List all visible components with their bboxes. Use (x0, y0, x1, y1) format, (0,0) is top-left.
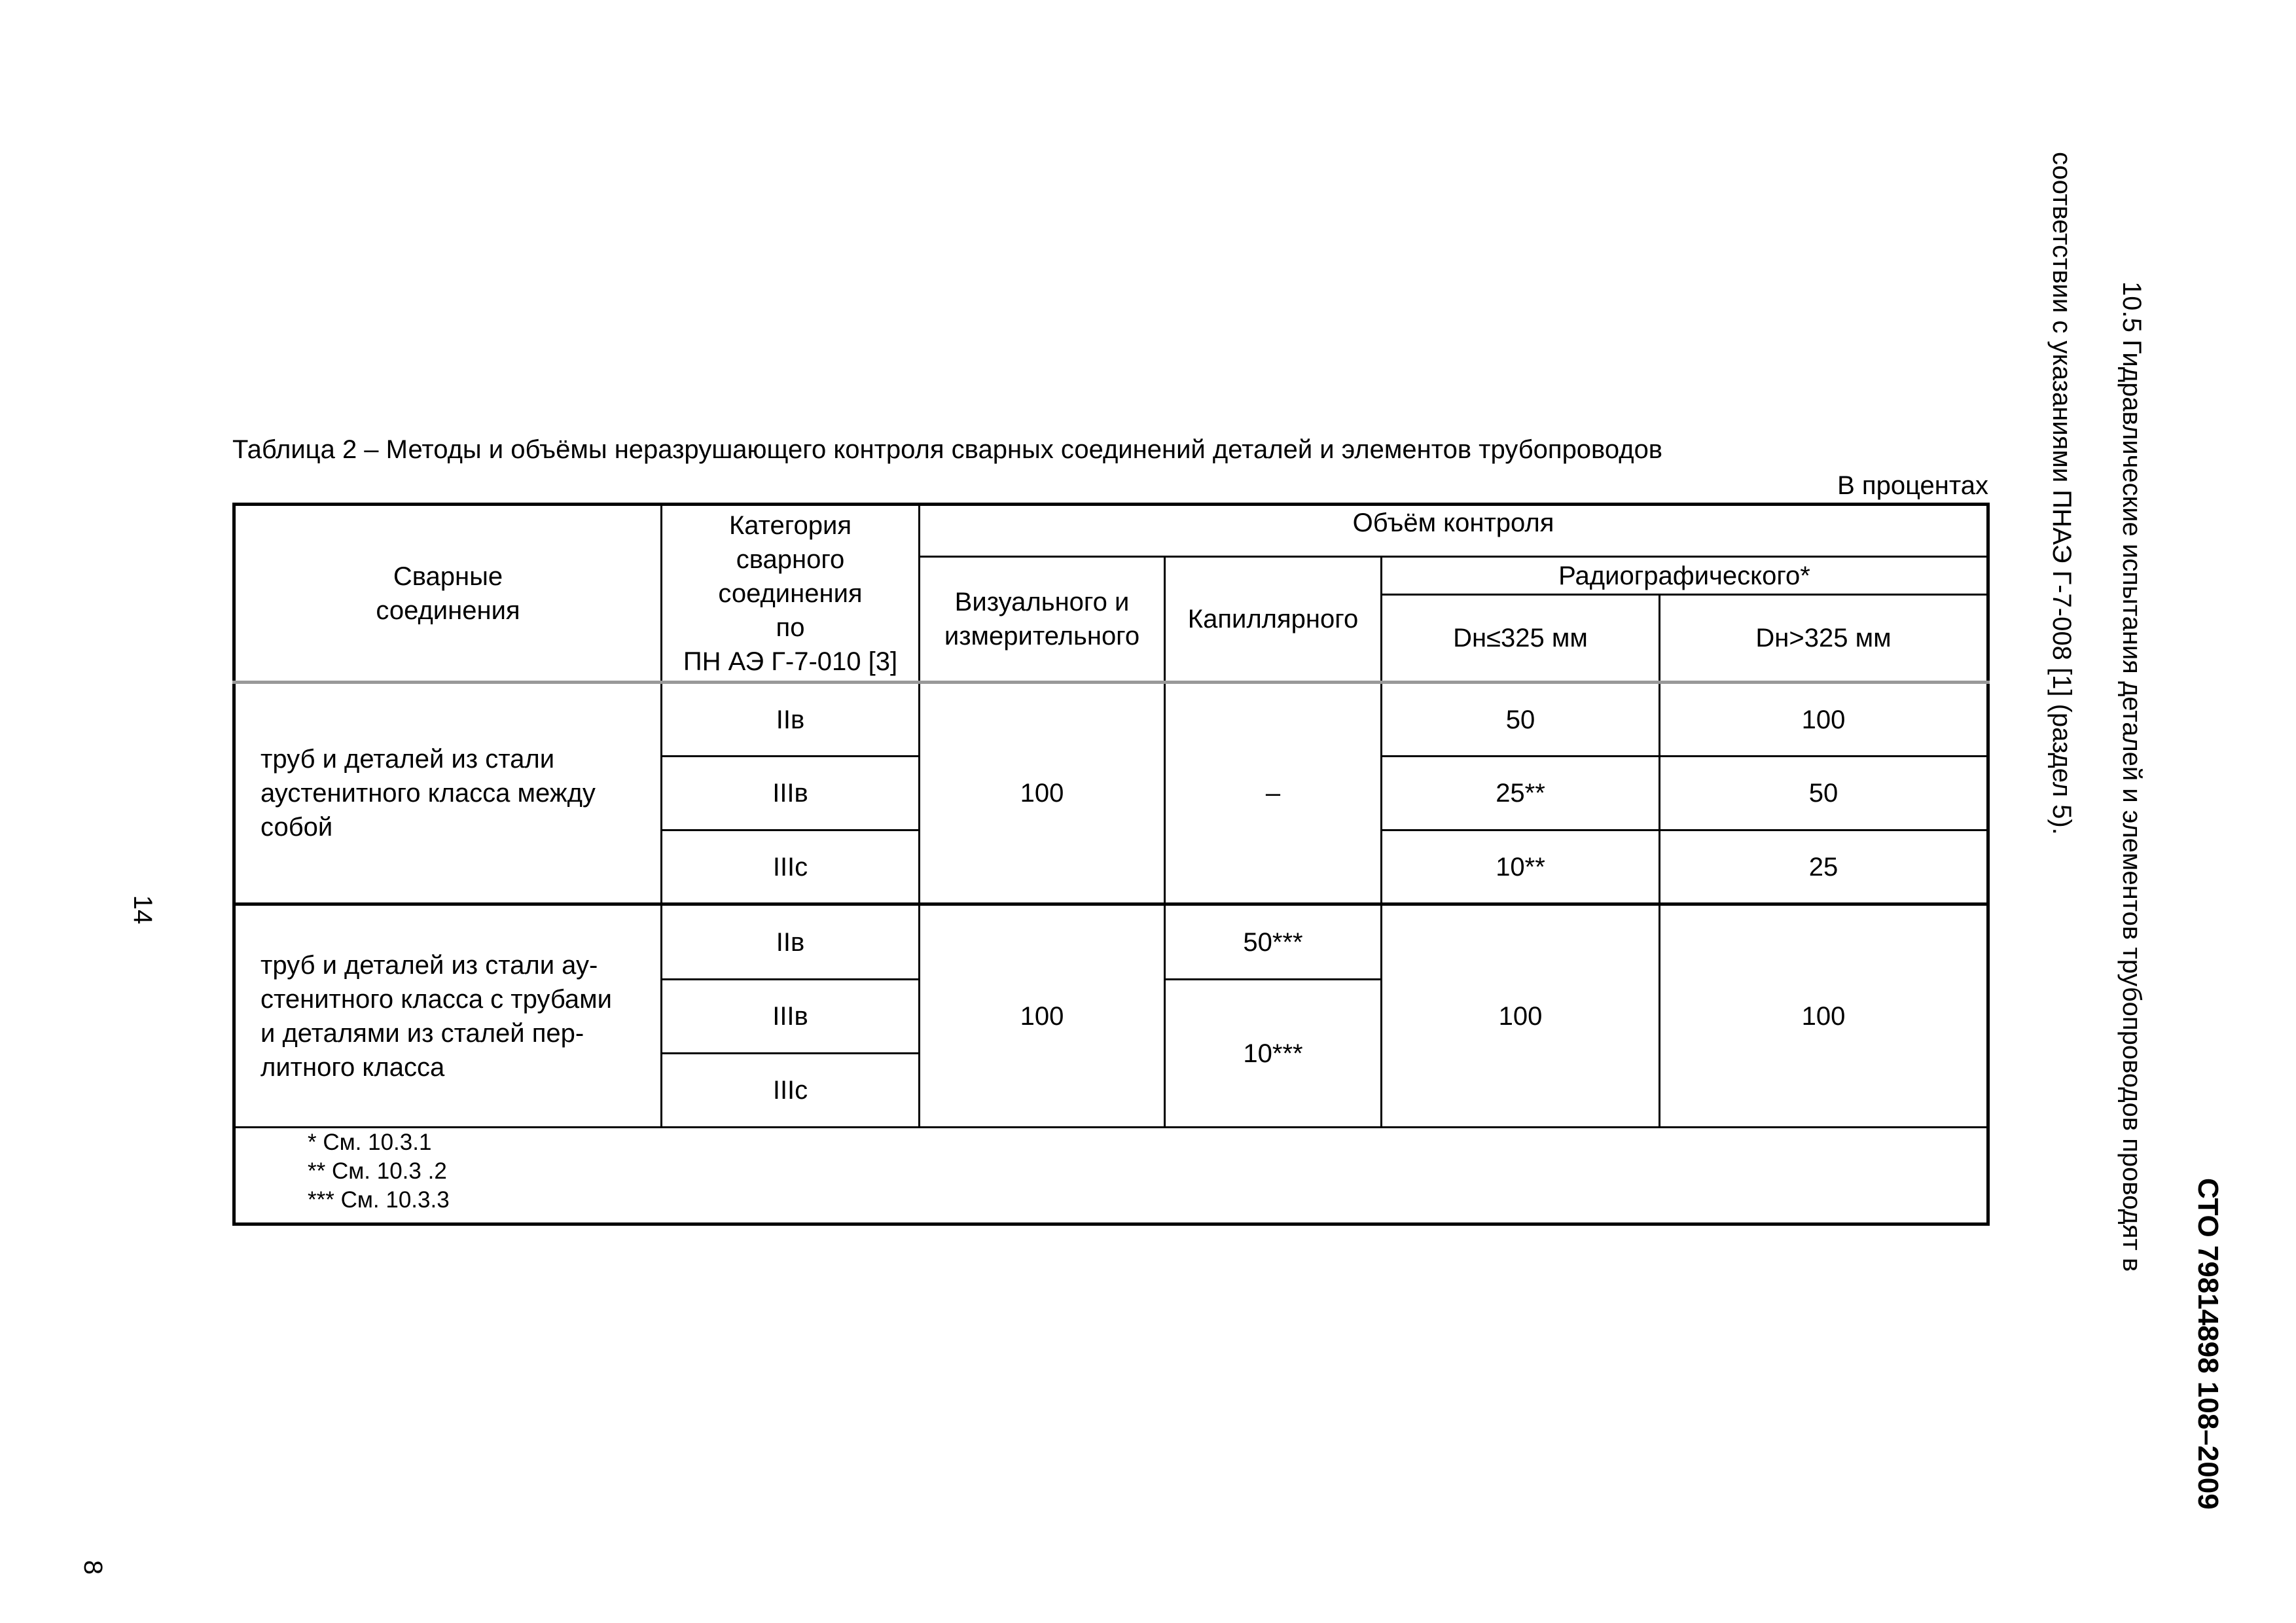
page-number-secondary: 8 (79, 1560, 107, 1575)
note-1: * См. 10.3.1 (308, 1130, 432, 1155)
group2-category-2: IIIв (662, 980, 920, 1054)
group2-category-1: IIв (662, 904, 920, 980)
body-text-line-1: 10.5 Гидравлические испытания деталей и элементов трубопроводов проводят в (2117, 281, 2146, 1272)
group2-dn-gt: 100 (1660, 904, 1988, 1128)
body-text-line-2: соответствии с указаниями ПНАЭ Г-7-008 [1] (раздел 5). (2047, 152, 2076, 835)
group1-visual: 100 (920, 683, 1165, 904)
table-units: В процентах (1837, 471, 1988, 500)
group1-dn-le-3: 10** (1382, 830, 1660, 904)
header-scope: Объём контроля (920, 505, 1988, 557)
note-3: *** См. 10.3.3 (308, 1187, 450, 1213)
page-number: 14 (128, 895, 157, 925)
group1-dn-gt-2: 50 (1660, 757, 1988, 830)
group1-dn-gt-1: 100 (1660, 683, 1988, 757)
header-visual: Визуального и измерительного (920, 557, 1165, 683)
group1-dn-le-1: 50 (1382, 683, 1660, 757)
group1-dn-gt-3: 25 (1660, 830, 1988, 904)
header-dn-le: Dн≤325 мм (1382, 595, 1660, 683)
document-code: СТО 79814898 108–2009 (2192, 1178, 2224, 1510)
header-capillary: Капиллярного (1165, 557, 1382, 683)
group1-welds: труб и деталей из стали аустенитного класса между собой (234, 683, 662, 904)
group1-category-2: IIIв (662, 757, 920, 830)
header-category: Категория сварного соединения по ПН АЭ Г-7-010 [3] (662, 505, 920, 683)
table-caption: Таблица 2 – Методы и объёмы неразрушающего контроля сварных соединений деталей и элементов трубопроводов (232, 435, 1663, 464)
inspection-table (232, 503, 1990, 1226)
header-radiographic: Радиографического* (1382, 557, 1988, 595)
header-welds: Сварные соединения (234, 505, 662, 683)
group2-category-3: IIIс (662, 1054, 920, 1128)
group1-category-3: IIIс (662, 830, 920, 904)
group1-capillary: – (1165, 683, 1382, 904)
group2-capillary-1: 50*** (1165, 904, 1382, 980)
group1-category-1: IIв (662, 683, 920, 757)
note-2: ** См. 10.3 .2 (308, 1158, 447, 1184)
group2-dn-le: 100 (1382, 904, 1660, 1128)
table-notes (234, 1128, 1988, 1224)
group1-dn-le-2: 25** (1382, 757, 1660, 830)
group2-welds: труб и деталей из стали ау- стенитного класса с трубами и деталями из сталей пер- литного класса (234, 904, 662, 1128)
group2-capillary-2: 10*** (1165, 980, 1382, 1128)
header-dn-gt: Dн>325 мм (1660, 595, 1988, 683)
group2-visual: 100 (920, 904, 1165, 1128)
